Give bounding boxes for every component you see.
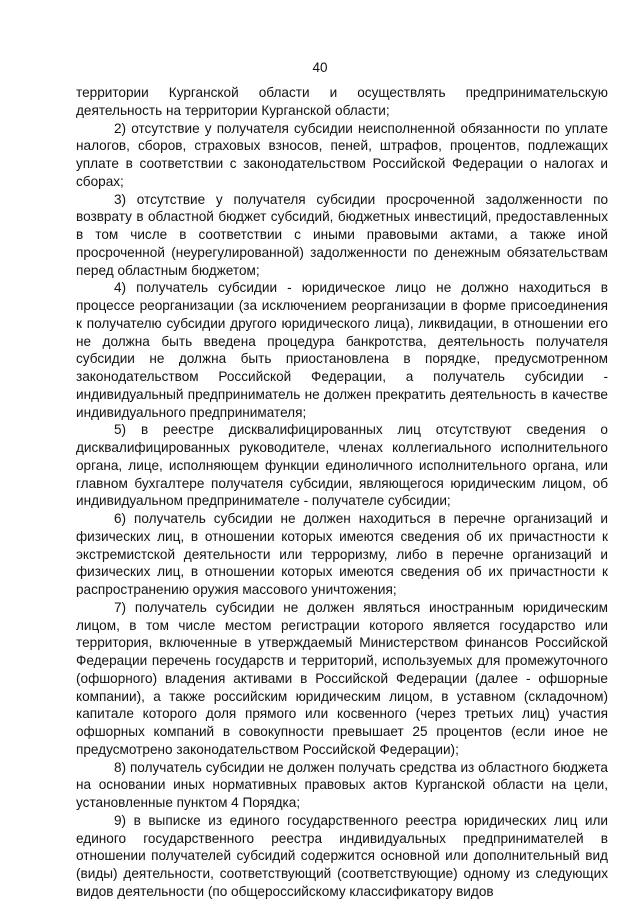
paragraph-item-8: 8) получатель субсидии не должен получать средства из областного бюджета на основании иных нормативных правовых актов Курганской области на цели, установленные пунктом 4 Порядка; [76, 759, 608, 810]
paragraph-item-3: 3) отсутствие у получателя субсидии просроченной задолженности по возврату в областной бюджет субсидий, бюджетных инвестиций, предоставленных в том числе в соответствии с иными правовыми актами, а также иной просроченной (неурегулированной) задолженности по денежным обязательствам перед областным бюджетом; [76, 191, 608, 278]
paragraph-continuation: территории Курганской области и осуществлять предпринимательскую деятельность на территории Курганской области; [76, 85, 608, 118]
document-body [76, 84, 608, 901]
paragraph-item-4: 4) получатель субсидии - юридическое лицо не должно находиться в процессе реорганизации (за исключением реорганизации в форме присоединения к получателю субсидии другого юридического лица), ликвидации, в отношении его не должна быть введена процедура банкротства, деятельность получателя субсидии не должна быть приостановлена в порядке, предусмотренном законодательством Российской Федерации, а получатель субсидии - индивидуальный предприниматель не должен прекратить деятельность в качестве индивидуального предпринимателя; [76, 280, 608, 420]
paragraph-item-6: 6) получатель субсидии не должен находиться в перечне организаций и физических лиц, в отношении которых имеются сведения об их причастности к экстремистской деятельности или терроризму, либо в перечне организаций и физических лиц, в отношении которых имеются сведения об их причастности к распространению оружия массового уничтожения; [76, 511, 608, 597]
paragraph-item-9: 9) в выписке из единого государственного реестра юридических лиц или единого государственного реестра индивидуальных предпринимателей в отношении получателей субсидий содержится основной или дополнительный вид (виды) деятельности, соответствующий (соответствующие) одному из следующих видов деятельности (по общероссийскому классификатору видов [76, 812, 608, 899]
paragraph-item-5: 5) в реестре дисквалифицированных лиц отсутствуют сведения о дисквалифицированных руководителе, членах коллегиального исполнительного органа, лице, исполняющем функции единоличного исполнительного органа, или главном бухгалтере получателя субсидии, являющегося юридическим лицом, об индивидуальном предпринимателе - получателе субсидии; [76, 422, 608, 509]
page-number: 40 [312, 60, 328, 75]
paragraph-item-2: 2) отсутствие у получателя субсидии неисполненной обязанности по уплате налогов, сборов, страховых взносов, пеней, штрафов, процентов, подлежащих уплате в соответствии с законодательством Российской Федерации о налогах и сборах; [76, 120, 608, 189]
paragraph-item-7: 7) получатель субсидии не должен являться иностранным юридическим лицом, в том числе местом регистрации которого является государство или территория, включенные в утверждаемый Министерством финансов Российской Федерации перечень государств и территорий, используемых для промежуточного (офшорного) владения активами в Российской Федерации (далее - офшорные компании), а также российским юридическим лицом, в уставном (складочном) капитале которого доля прямого или косвенного (через третьих лиц) участия офшорных компаний в совокупности превышает 25 процентов (если иное не предусмотрено законодательством Российской Федерации); [76, 599, 608, 757]
